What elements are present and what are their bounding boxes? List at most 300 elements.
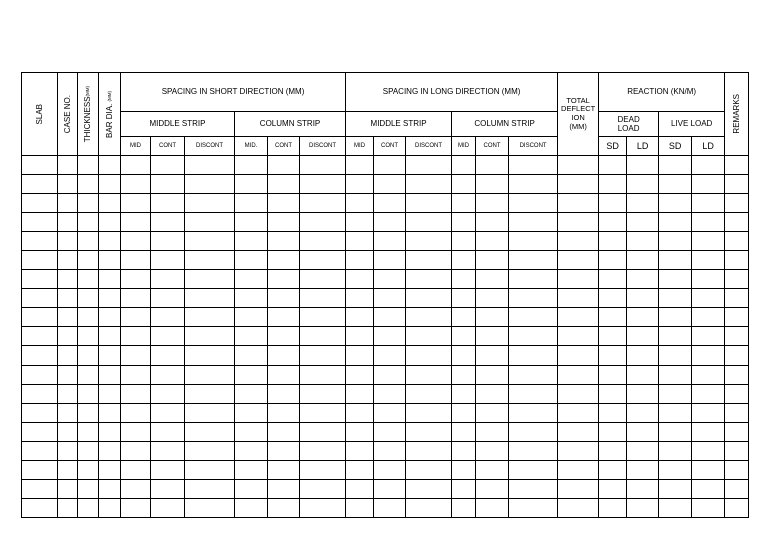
table-cell[interactable] xyxy=(452,403,476,422)
table-cell[interactable] xyxy=(268,213,300,232)
table-cell[interactable] xyxy=(476,327,509,346)
table-cell[interactable] xyxy=(476,213,509,232)
table-cell[interactable] xyxy=(374,384,406,403)
table-cell[interactable] xyxy=(659,498,692,517)
table-cell[interactable] xyxy=(99,422,121,441)
table-cell[interactable] xyxy=(185,365,235,384)
table-cell[interactable] xyxy=(346,232,374,251)
table-cell[interactable] xyxy=(599,422,627,441)
table-cell[interactable] xyxy=(58,156,78,175)
table-cell[interactable] xyxy=(58,384,78,403)
table-cell[interactable] xyxy=(406,441,452,460)
table-cell[interactable] xyxy=(452,308,476,327)
table-cell[interactable] xyxy=(121,460,151,479)
table-cell[interactable] xyxy=(374,479,406,498)
table-cell[interactable] xyxy=(268,175,300,194)
table-cell[interactable] xyxy=(346,365,374,384)
table-cell[interactable] xyxy=(151,479,185,498)
table-cell[interactable] xyxy=(725,213,749,232)
table-cell[interactable] xyxy=(268,308,300,327)
table-cell[interactable] xyxy=(692,460,725,479)
table-cell[interactable] xyxy=(406,308,452,327)
table-cell[interactable] xyxy=(509,403,558,422)
table-cell[interactable] xyxy=(346,270,374,289)
table-cell[interactable] xyxy=(235,270,268,289)
table-cell[interactable] xyxy=(58,232,78,251)
table-cell[interactable] xyxy=(185,270,235,289)
table-cell[interactable] xyxy=(452,498,476,517)
table-cell[interactable] xyxy=(627,213,659,232)
table-cell[interactable] xyxy=(22,289,58,308)
table-cell[interactable] xyxy=(558,422,599,441)
table-cell[interactable] xyxy=(509,175,558,194)
table-cell[interactable] xyxy=(476,251,509,270)
table-cell[interactable] xyxy=(121,156,151,175)
table-cell[interactable] xyxy=(509,327,558,346)
table-cell[interactable] xyxy=(476,156,509,175)
table-cell[interactable] xyxy=(22,156,58,175)
table-cell[interactable] xyxy=(346,289,374,308)
table-cell[interactable] xyxy=(235,308,268,327)
table-cell[interactable] xyxy=(558,308,599,327)
table-cell[interactable] xyxy=(300,156,346,175)
table-cell[interactable] xyxy=(406,270,452,289)
table-cell[interactable] xyxy=(599,232,627,251)
table-cell[interactable] xyxy=(452,270,476,289)
table-cell[interactable] xyxy=(406,498,452,517)
table-cell[interactable] xyxy=(509,194,558,213)
table-cell[interactable] xyxy=(22,213,58,232)
table-cell[interactable] xyxy=(627,270,659,289)
table-cell[interactable] xyxy=(406,422,452,441)
table-cell[interactable] xyxy=(627,251,659,270)
table-cell[interactable] xyxy=(509,251,558,270)
table-cell[interactable] xyxy=(58,460,78,479)
table-cell[interactable] xyxy=(692,479,725,498)
table-cell[interactable] xyxy=(406,403,452,422)
table-cell[interactable] xyxy=(406,346,452,365)
table-cell[interactable] xyxy=(300,251,346,270)
table-cell[interactable] xyxy=(452,441,476,460)
table-cell[interactable] xyxy=(599,365,627,384)
table-cell[interactable] xyxy=(121,441,151,460)
table-cell[interactable] xyxy=(300,194,346,213)
table-cell[interactable] xyxy=(78,156,99,175)
table-cell[interactable] xyxy=(452,251,476,270)
table-cell[interactable] xyxy=(452,232,476,251)
table-cell[interactable] xyxy=(692,175,725,194)
table-cell[interactable] xyxy=(406,175,452,194)
table-cell[interactable] xyxy=(558,498,599,517)
table-cell[interactable] xyxy=(476,308,509,327)
table-cell[interactable] xyxy=(692,346,725,365)
table-cell[interactable] xyxy=(659,384,692,403)
table-cell[interactable] xyxy=(121,384,151,403)
table-cell[interactable] xyxy=(235,194,268,213)
table-cell[interactable] xyxy=(509,365,558,384)
table-cell[interactable] xyxy=(558,289,599,308)
table-cell[interactable] xyxy=(599,308,627,327)
table-cell[interactable] xyxy=(99,213,121,232)
table-cell[interactable] xyxy=(58,346,78,365)
table-cell[interactable] xyxy=(452,479,476,498)
table-cell[interactable] xyxy=(692,403,725,422)
table-cell[interactable] xyxy=(692,156,725,175)
table-cell[interactable] xyxy=(58,194,78,213)
table-cell[interactable] xyxy=(346,308,374,327)
table-cell[interactable] xyxy=(476,403,509,422)
table-cell[interactable] xyxy=(725,403,749,422)
table-cell[interactable] xyxy=(346,403,374,422)
table-cell[interactable] xyxy=(374,422,406,441)
table-cell[interactable] xyxy=(725,308,749,327)
table-cell[interactable] xyxy=(725,346,749,365)
table-cell[interactable] xyxy=(151,403,185,422)
table-cell[interactable] xyxy=(99,498,121,517)
table-cell[interactable] xyxy=(627,460,659,479)
table-cell[interactable] xyxy=(151,365,185,384)
table-cell[interactable] xyxy=(599,384,627,403)
table-cell[interactable] xyxy=(509,346,558,365)
table-cell[interactable] xyxy=(452,156,476,175)
table-cell[interactable] xyxy=(725,156,749,175)
table-cell[interactable] xyxy=(22,194,58,213)
table-cell[interactable] xyxy=(185,289,235,308)
table-cell[interactable] xyxy=(374,441,406,460)
table-cell[interactable] xyxy=(346,384,374,403)
table-cell[interactable] xyxy=(121,327,151,346)
table-cell[interactable] xyxy=(346,479,374,498)
table-cell[interactable] xyxy=(374,175,406,194)
table-cell[interactable] xyxy=(374,403,406,422)
table-cell[interactable] xyxy=(692,384,725,403)
table-cell[interactable] xyxy=(406,327,452,346)
table-cell[interactable] xyxy=(599,289,627,308)
table-cell[interactable] xyxy=(627,194,659,213)
table-cell[interactable] xyxy=(627,384,659,403)
table-cell[interactable] xyxy=(268,422,300,441)
table-cell[interactable] xyxy=(235,156,268,175)
table-cell[interactable] xyxy=(185,213,235,232)
table-cell[interactable] xyxy=(121,213,151,232)
table-cell[interactable] xyxy=(406,232,452,251)
table-cell[interactable] xyxy=(99,403,121,422)
table-cell[interactable] xyxy=(509,156,558,175)
table-cell[interactable] xyxy=(99,346,121,365)
table-cell[interactable] xyxy=(558,251,599,270)
table-cell[interactable] xyxy=(185,498,235,517)
table-cell[interactable] xyxy=(235,384,268,403)
table-cell[interactable] xyxy=(627,308,659,327)
table-cell[interactable] xyxy=(151,194,185,213)
table-cell[interactable] xyxy=(627,156,659,175)
table-cell[interactable] xyxy=(185,308,235,327)
table-cell[interactable] xyxy=(78,232,99,251)
table-cell[interactable] xyxy=(509,441,558,460)
table-cell[interactable] xyxy=(659,308,692,327)
table-cell[interactable] xyxy=(476,346,509,365)
table-cell[interactable] xyxy=(185,327,235,346)
table-cell[interactable] xyxy=(300,422,346,441)
table-cell[interactable] xyxy=(78,403,99,422)
table-cell[interactable] xyxy=(78,213,99,232)
table-cell[interactable] xyxy=(725,175,749,194)
table-cell[interactable] xyxy=(452,175,476,194)
table-cell[interactable] xyxy=(692,441,725,460)
table-cell[interactable] xyxy=(627,403,659,422)
table-cell[interactable] xyxy=(58,403,78,422)
table-cell[interactable] xyxy=(268,365,300,384)
table-cell[interactable] xyxy=(692,289,725,308)
table-cell[interactable] xyxy=(300,232,346,251)
table-cell[interactable] xyxy=(300,479,346,498)
table-cell[interactable] xyxy=(374,232,406,251)
table-cell[interactable] xyxy=(558,384,599,403)
table-cell[interactable] xyxy=(300,460,346,479)
table-cell[interactable] xyxy=(374,251,406,270)
table-cell[interactable] xyxy=(346,441,374,460)
table-cell[interactable] xyxy=(235,346,268,365)
table-cell[interactable] xyxy=(406,460,452,479)
table-cell[interactable] xyxy=(22,251,58,270)
table-cell[interactable] xyxy=(268,251,300,270)
table-cell[interactable] xyxy=(692,327,725,346)
table-cell[interactable] xyxy=(659,441,692,460)
table-cell[interactable] xyxy=(22,346,58,365)
table-cell[interactable] xyxy=(151,289,185,308)
table-cell[interactable] xyxy=(558,441,599,460)
table-cell[interactable] xyxy=(346,213,374,232)
table-cell[interactable] xyxy=(235,422,268,441)
table-cell[interactable] xyxy=(476,441,509,460)
table-cell[interactable] xyxy=(374,213,406,232)
table-cell[interactable] xyxy=(185,194,235,213)
table-cell[interactable] xyxy=(346,460,374,479)
table-cell[interactable] xyxy=(476,175,509,194)
table-cell[interactable] xyxy=(476,232,509,251)
table-cell[interactable] xyxy=(558,327,599,346)
table-cell[interactable] xyxy=(121,498,151,517)
table-cell[interactable] xyxy=(235,441,268,460)
table-cell[interactable] xyxy=(627,441,659,460)
table-cell[interactable] xyxy=(185,441,235,460)
table-cell[interactable] xyxy=(725,251,749,270)
table-cell[interactable] xyxy=(235,175,268,194)
table-cell[interactable] xyxy=(476,194,509,213)
table-cell[interactable] xyxy=(300,327,346,346)
table-cell[interactable] xyxy=(268,479,300,498)
table-cell[interactable] xyxy=(185,479,235,498)
table-cell[interactable] xyxy=(151,346,185,365)
table-cell[interactable] xyxy=(99,479,121,498)
table-cell[interactable] xyxy=(235,289,268,308)
table-cell[interactable] xyxy=(235,403,268,422)
table-cell[interactable] xyxy=(627,175,659,194)
table-cell[interactable] xyxy=(300,498,346,517)
table-cell[interactable] xyxy=(509,213,558,232)
table-cell[interactable] xyxy=(22,270,58,289)
table-cell[interactable] xyxy=(268,384,300,403)
table-cell[interactable] xyxy=(99,441,121,460)
table-cell[interactable] xyxy=(58,422,78,441)
table-cell[interactable] xyxy=(659,232,692,251)
table-cell[interactable] xyxy=(692,270,725,289)
table-cell[interactable] xyxy=(121,308,151,327)
table-cell[interactable] xyxy=(268,270,300,289)
table-cell[interactable] xyxy=(268,441,300,460)
table-cell[interactable] xyxy=(78,194,99,213)
table-cell[interactable] xyxy=(78,175,99,194)
table-cell[interactable] xyxy=(99,327,121,346)
table-cell[interactable] xyxy=(121,346,151,365)
table-cell[interactable] xyxy=(346,175,374,194)
table-cell[interactable] xyxy=(627,365,659,384)
table-cell[interactable] xyxy=(99,270,121,289)
table-cell[interactable] xyxy=(22,422,58,441)
table-cell[interactable] xyxy=(300,289,346,308)
table-cell[interactable] xyxy=(406,384,452,403)
table-cell[interactable] xyxy=(599,213,627,232)
table-cell[interactable] xyxy=(151,460,185,479)
table-cell[interactable] xyxy=(659,365,692,384)
table-cell[interactable] xyxy=(659,213,692,232)
table-cell[interactable] xyxy=(725,498,749,517)
table-cell[interactable] xyxy=(22,327,58,346)
table-cell[interactable] xyxy=(599,346,627,365)
table-cell[interactable] xyxy=(22,403,58,422)
table-cell[interactable] xyxy=(22,498,58,517)
table-cell[interactable] xyxy=(235,498,268,517)
table-cell[interactable] xyxy=(99,289,121,308)
table-cell[interactable] xyxy=(121,289,151,308)
table-cell[interactable] xyxy=(558,156,599,175)
table-cell[interactable] xyxy=(346,422,374,441)
table-cell[interactable] xyxy=(235,251,268,270)
table-cell[interactable] xyxy=(659,289,692,308)
table-cell[interactable] xyxy=(452,346,476,365)
table-cell[interactable] xyxy=(300,213,346,232)
table-cell[interactable] xyxy=(599,175,627,194)
table-cell[interactable] xyxy=(58,175,78,194)
table-cell[interactable] xyxy=(268,156,300,175)
table-cell[interactable] xyxy=(268,232,300,251)
table-cell[interactable] xyxy=(121,270,151,289)
table-cell[interactable] xyxy=(268,403,300,422)
table-cell[interactable] xyxy=(78,251,99,270)
table-cell[interactable] xyxy=(99,251,121,270)
table-cell[interactable] xyxy=(58,213,78,232)
table-cell[interactable] xyxy=(659,156,692,175)
table-cell[interactable] xyxy=(78,308,99,327)
table-cell[interactable] xyxy=(599,194,627,213)
table-cell[interactable] xyxy=(78,346,99,365)
table-cell[interactable] xyxy=(406,365,452,384)
table-cell[interactable] xyxy=(406,289,452,308)
table-cell[interactable] xyxy=(151,270,185,289)
table-cell[interactable] xyxy=(374,327,406,346)
table-cell[interactable] xyxy=(346,346,374,365)
table-cell[interactable] xyxy=(374,346,406,365)
table-cell[interactable] xyxy=(692,251,725,270)
table-cell[interactable] xyxy=(268,289,300,308)
table-cell[interactable] xyxy=(235,460,268,479)
table-cell[interactable] xyxy=(300,346,346,365)
table-cell[interactable] xyxy=(599,441,627,460)
table-cell[interactable] xyxy=(99,156,121,175)
table-cell[interactable] xyxy=(374,289,406,308)
table-cell[interactable] xyxy=(558,346,599,365)
table-cell[interactable] xyxy=(185,156,235,175)
table-cell[interactable] xyxy=(406,156,452,175)
table-cell[interactable] xyxy=(151,156,185,175)
table-cell[interactable] xyxy=(346,251,374,270)
table-cell[interactable] xyxy=(58,251,78,270)
table-cell[interactable] xyxy=(599,327,627,346)
table-cell[interactable] xyxy=(452,460,476,479)
table-cell[interactable] xyxy=(558,460,599,479)
table-cell[interactable] xyxy=(558,175,599,194)
table-cell[interactable] xyxy=(558,232,599,251)
table-cell[interactable] xyxy=(406,194,452,213)
table-cell[interactable] xyxy=(268,194,300,213)
table-cell[interactable] xyxy=(692,194,725,213)
table-cell[interactable] xyxy=(58,327,78,346)
table-cell[interactable] xyxy=(599,270,627,289)
table-cell[interactable] xyxy=(627,232,659,251)
table-cell[interactable] xyxy=(185,346,235,365)
table-cell[interactable] xyxy=(78,422,99,441)
table-cell[interactable] xyxy=(599,498,627,517)
table-cell[interactable] xyxy=(22,308,58,327)
table-cell[interactable] xyxy=(346,327,374,346)
table-cell[interactable] xyxy=(268,346,300,365)
table-cell[interactable] xyxy=(558,479,599,498)
table-cell[interactable] xyxy=(725,289,749,308)
table-cell[interactable] xyxy=(374,498,406,517)
table-cell[interactable] xyxy=(558,403,599,422)
table-cell[interactable] xyxy=(22,232,58,251)
table-cell[interactable] xyxy=(22,384,58,403)
table-cell[interactable] xyxy=(151,213,185,232)
table-cell[interactable] xyxy=(725,194,749,213)
table-cell[interactable] xyxy=(476,270,509,289)
table-cell[interactable] xyxy=(58,479,78,498)
table-cell[interactable] xyxy=(99,308,121,327)
table-cell[interactable] xyxy=(300,175,346,194)
table-cell[interactable] xyxy=(452,289,476,308)
table-cell[interactable] xyxy=(185,403,235,422)
table-cell[interactable] xyxy=(374,270,406,289)
table-cell[interactable] xyxy=(151,422,185,441)
table-cell[interactable] xyxy=(599,403,627,422)
table-cell[interactable] xyxy=(659,251,692,270)
table-cell[interactable] xyxy=(58,289,78,308)
table-cell[interactable] xyxy=(725,327,749,346)
table-cell[interactable] xyxy=(627,498,659,517)
table-cell[interactable] xyxy=(406,213,452,232)
table-cell[interactable] xyxy=(300,441,346,460)
table-cell[interactable] xyxy=(268,460,300,479)
table-cell[interactable] xyxy=(58,498,78,517)
table-cell[interactable] xyxy=(659,460,692,479)
table-cell[interactable] xyxy=(78,327,99,346)
table-cell[interactable] xyxy=(406,479,452,498)
table-cell[interactable] xyxy=(627,479,659,498)
table-cell[interactable] xyxy=(725,232,749,251)
table-cell[interactable] xyxy=(99,232,121,251)
table-cell[interactable] xyxy=(659,270,692,289)
table-cell[interactable] xyxy=(22,460,58,479)
